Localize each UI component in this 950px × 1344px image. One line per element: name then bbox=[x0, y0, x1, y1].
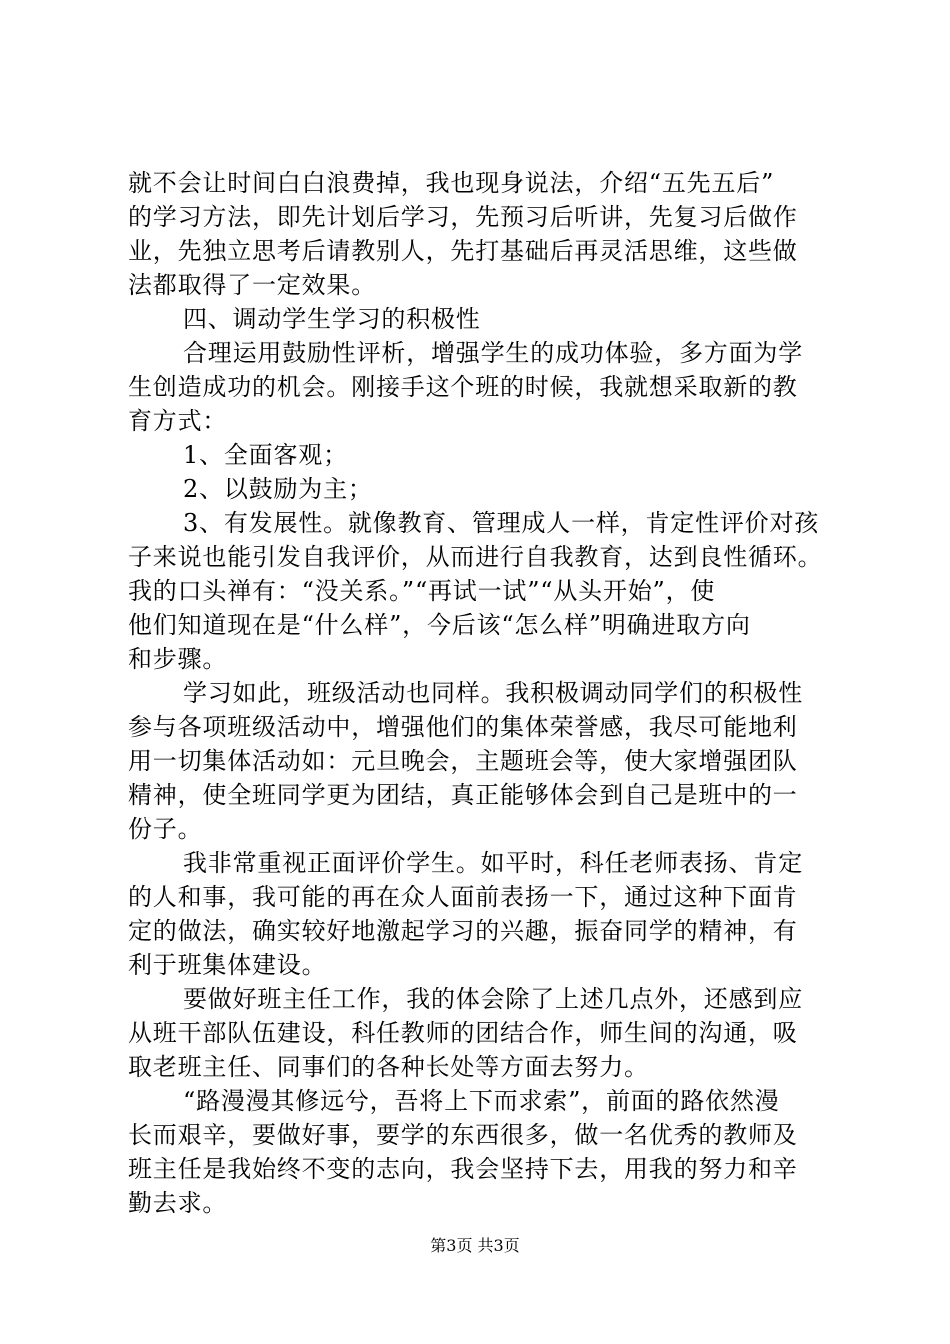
text-line: 四、调动学生学习的积极性 bbox=[183, 305, 481, 333]
text-line: 要做好班主任工作，我的体会除了上述几点外，还感到应 bbox=[183, 985, 803, 1013]
text-line: 从班干部队伍建设，科任教师的团结合作，师生间的沟通，吸 bbox=[128, 1019, 798, 1047]
text-line: 法都取得了一定效果。 bbox=[128, 271, 376, 299]
text-line: 学习如此，班级活动也同样。我积极调动同学们的积极性 bbox=[183, 679, 803, 707]
text-line: 3、有发展性。就像教育、管理成人一样，肯定性评价对孩 bbox=[183, 509, 820, 537]
text-line: 1、全面客观； bbox=[183, 441, 348, 469]
text-line: 业，先独立思考后请教别人，先打基础后再灵活思维，这些做 bbox=[128, 237, 798, 265]
text-line: 育方式： bbox=[128, 407, 228, 435]
text-line: 就不会让时间白白浪费掉，我也现身说法，介绍“五先五后” bbox=[128, 169, 775, 197]
text-line: 定的做法，确实较好地激起学习的兴趣，振奋同学的精神，有 bbox=[128, 917, 798, 945]
text-line: 勤去求。 bbox=[128, 1189, 228, 1217]
text-line: 长而艰辛，要做好事，要学的东西很多，做一名优秀的教师及 bbox=[128, 1121, 798, 1149]
text-line: 和步骤。 bbox=[128, 645, 228, 673]
text-line: 他们知道现在是“什么样”，今后该“怎么样”明确进取方向 bbox=[128, 611, 751, 639]
text-line: 生创造成功的机会。刚接手这个班的时候，我就想采取新的教 bbox=[128, 373, 798, 401]
text-line: 利于班集体建设。 bbox=[128, 951, 327, 979]
text-line: 取老班主任、同事们的各种长处等方面去努力。 bbox=[128, 1053, 649, 1081]
text-line: 班主任是我始终不变的志向，我会坚持下去，用我的努力和辛 bbox=[128, 1155, 798, 1183]
text-line: 用一切集体活动如：元旦晚会，主题班会等，使大家增强团队 bbox=[128, 747, 798, 775]
text-line: 参与各项班级活动中，增强他们的集体荣誉感，我尽可能地利 bbox=[128, 713, 798, 741]
page-footer: 第3页 共3页 bbox=[430, 1236, 520, 1255]
text-line: 子来说也能引发自我评价，从而进行自我教育，达到良性循环。 bbox=[128, 543, 823, 571]
text-line: 合理运用鼓励性评析，增强学生的成功体验，多方面为学 bbox=[183, 339, 803, 367]
text-line: 我的口头禅有：“没关系。”“再试一试”“从头开始”，使 bbox=[128, 577, 716, 605]
text-line: 2、以鼓励为主； bbox=[183, 475, 373, 503]
text-line: “路漫漫其修远兮，吾将上下而求索”，前面的路依然漫 bbox=[183, 1087, 780, 1115]
text-line: 我非常重视正面评价学生。如平时，科任老师表扬、肯定 bbox=[183, 849, 803, 877]
document-body bbox=[128, 166, 834, 1220]
text-line: 份子。 bbox=[128, 815, 203, 843]
text-line: 的人和事，我可能的再在众人面前表扬一下，通过这种下面肯 bbox=[128, 883, 798, 911]
text-line: 的学习方法，即先计划后学习，先预习后听讲，先复习后做作 bbox=[128, 203, 798, 231]
text-line: 精神，使全班同学更为团结，真正能够体会到自己是班中的一 bbox=[128, 781, 798, 809]
